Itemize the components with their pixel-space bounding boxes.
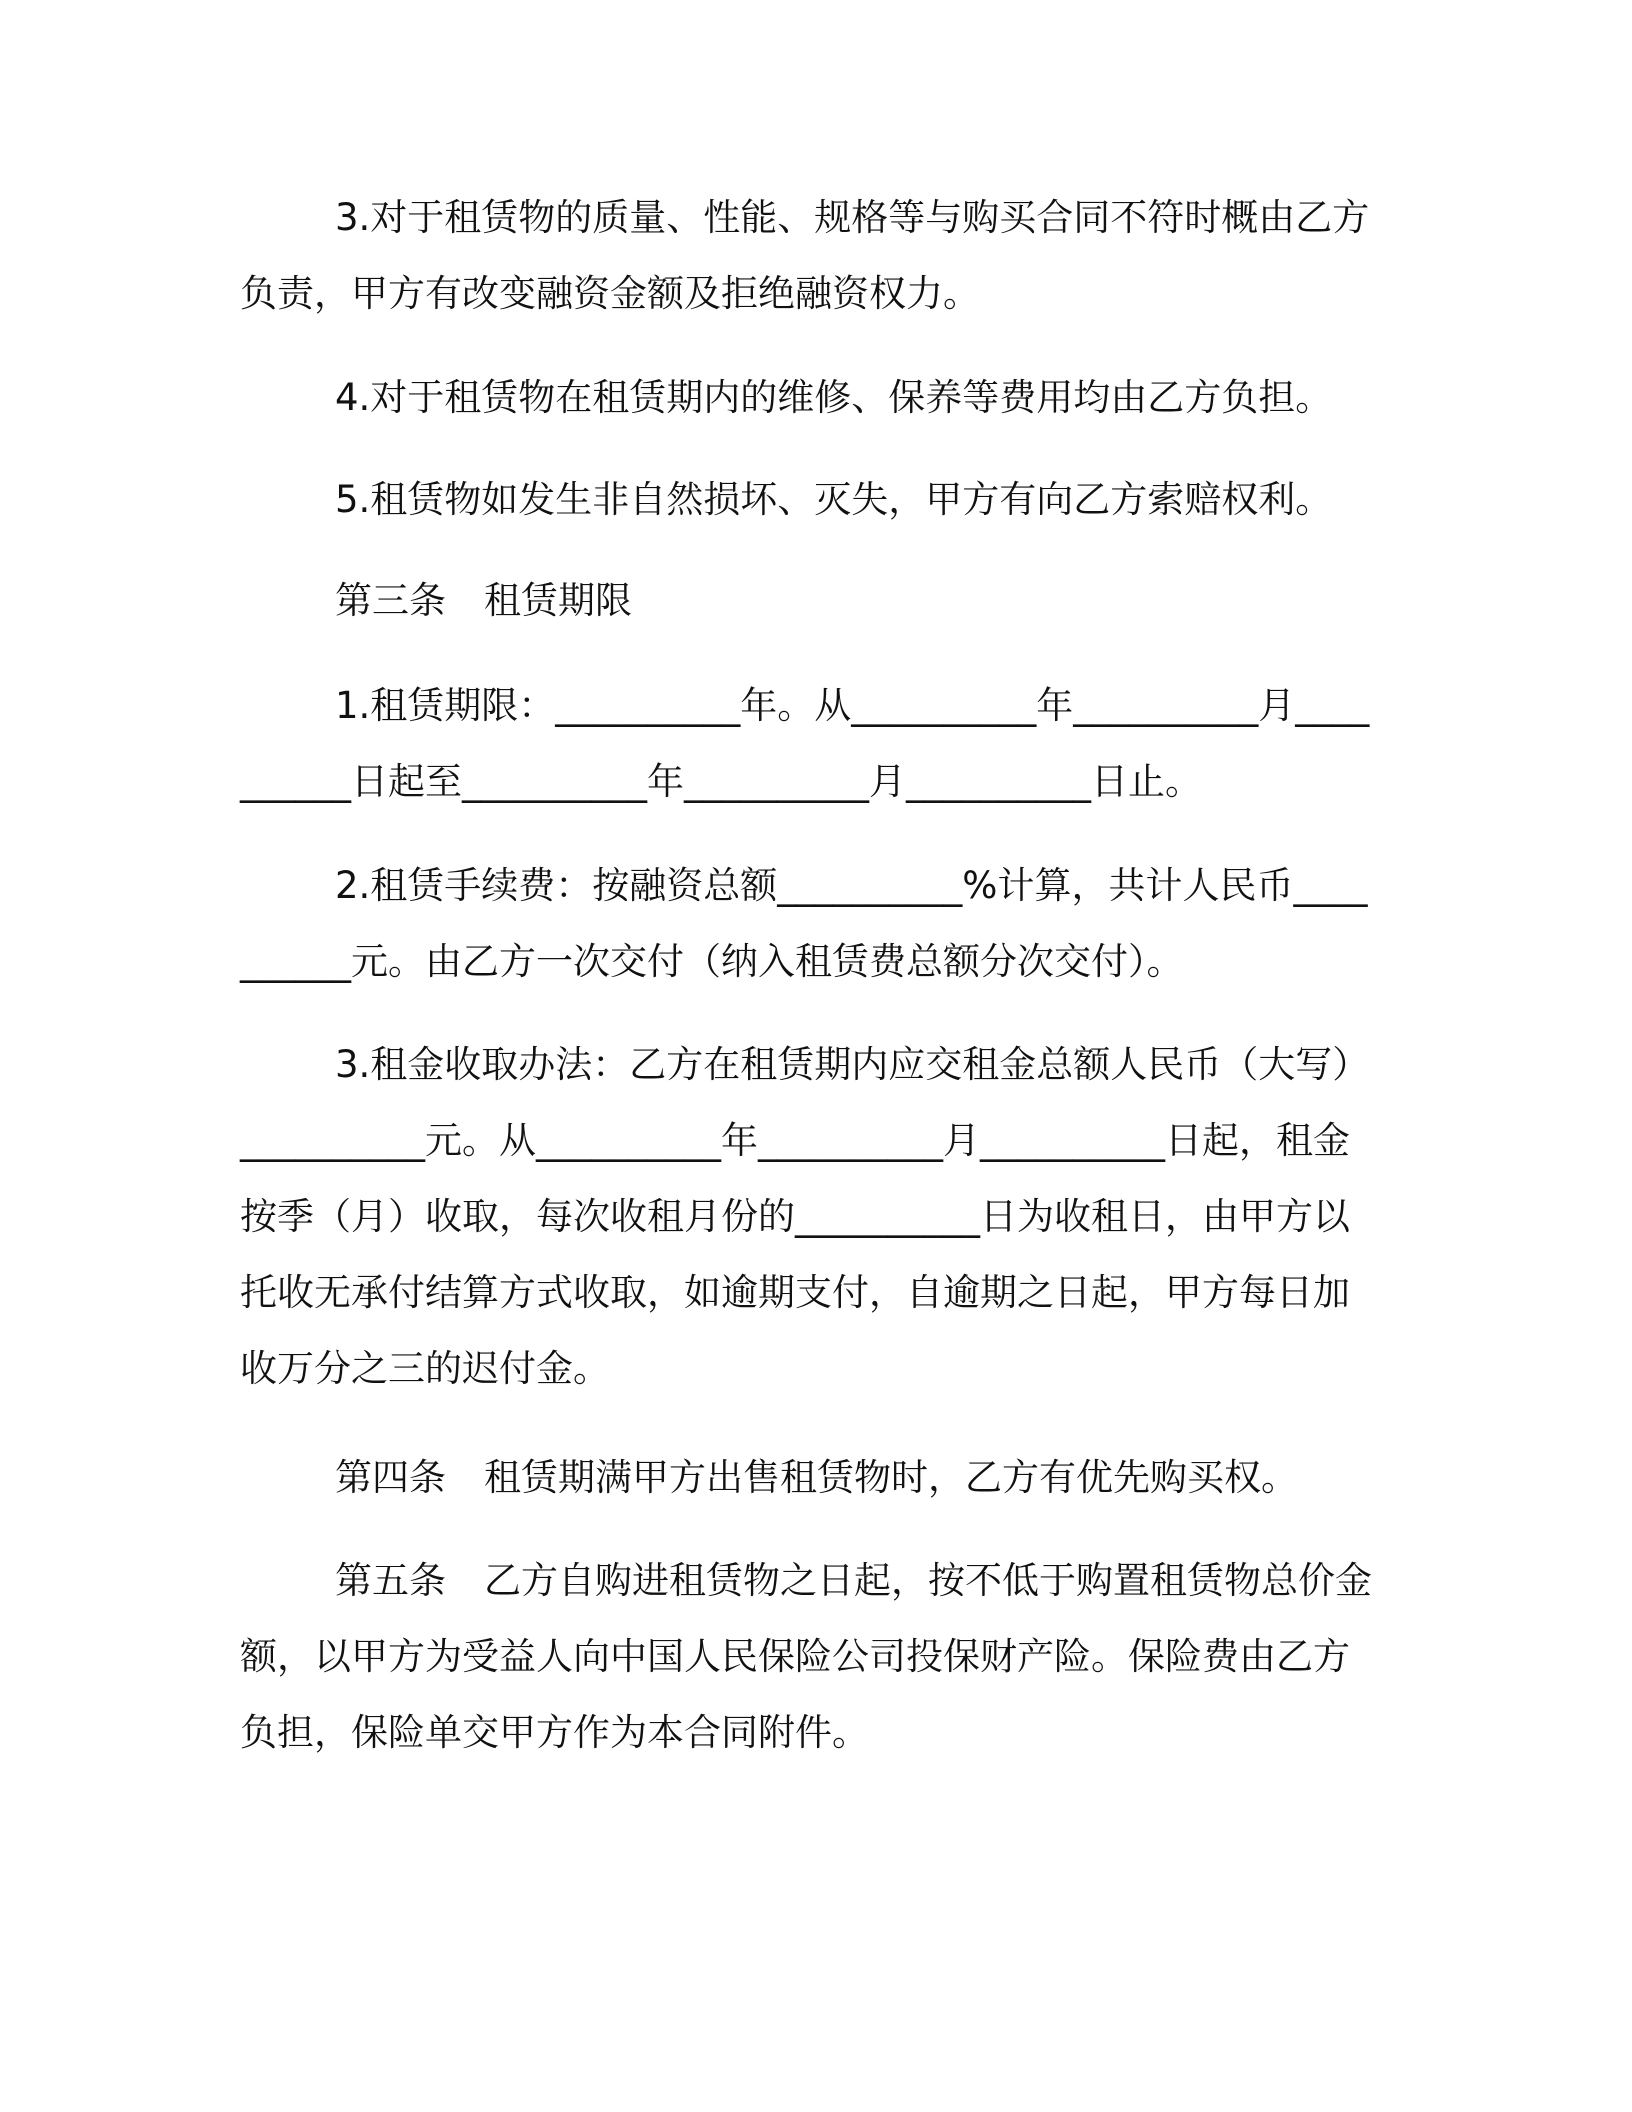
article-3-heading bbox=[335, 563, 632, 639]
article-label: 第五条 bbox=[335, 1559, 446, 1602]
paragraph-text: 3.对于租赁物的质量、性能、规格等与购买合同不符时概由乙方负责，甲方有改变融资金额及拒绝融资权力。 bbox=[240, 196, 1370, 315]
paragraph-text: 4.对于租赁物在租赁期内的维修、保养等费用均由乙方负担。 bbox=[335, 376, 1333, 419]
article-3-item-2 bbox=[240, 848, 1380, 1000]
paragraph-item-4 bbox=[240, 360, 1380, 436]
article-3-item-1 bbox=[240, 668, 1380, 820]
article-text: 租赁期满甲方出售租赁物时，乙方有优先购买权。 bbox=[484, 1456, 1298, 1499]
paragraph-text: 2.租赁手续费：按融资总额__________%计算，共计人民币__________元。由乙方一次交付（纳入租赁费总额分次交付）。 bbox=[240, 864, 1368, 983]
paragraph-text: 1.租赁期限：__________年。从__________年__________月__________日起至__________年__________月__________日止。 bbox=[240, 684, 1370, 803]
article-4 bbox=[240, 1440, 1380, 1516]
article-label: 第四条 bbox=[335, 1456, 446, 1499]
paragraph-item-3 bbox=[240, 180, 1380, 332]
paragraph-item-5 bbox=[240, 462, 1380, 538]
paragraph-text: 3.租金收取办法：乙方在租赁期内应交租金总额人民币（大写）__________元。从__________年__________月__________日起，租金按季（月）收取，每次收租月份的__________日为收租日，由甲方以托收无承付结算方式收取，如逾期支付，自逾期之日起，甲方每日加收万分之三的迟付金。 bbox=[240, 1043, 1370, 1390]
paragraph-text: 5.租赁物如发生非自然损坏、灭失，甲方有向乙方索赔权利。 bbox=[335, 478, 1333, 521]
article-text: 乙方自购进租赁物之日起，按不低于购置租赁物总价金额，以甲方为受益人向中国人民保险公司投保财产险。保险费由乙方负担，保险单交甲方作为本合同附件。 bbox=[240, 1559, 1372, 1754]
article-title: 租赁期限 bbox=[484, 579, 632, 622]
article-5 bbox=[240, 1543, 1380, 1771]
article-3-item-3 bbox=[240, 1027, 1380, 1407]
article-label: 第三条 bbox=[335, 579, 446, 622]
